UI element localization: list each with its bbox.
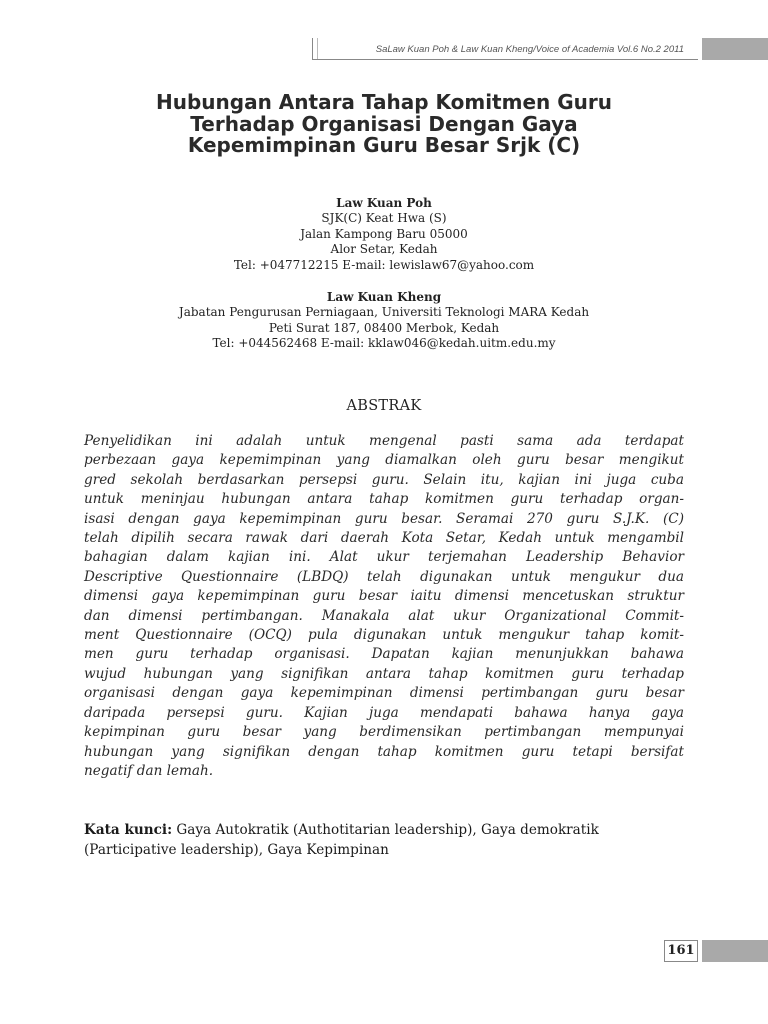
- running-head-tick: [317, 38, 318, 59]
- title-line: Kepemimpinan Guru Besar Srjk (C): [187, 133, 581, 157]
- author-affiliation-line: Peti Surat 187, 08400 Merbok, Kedah: [268, 320, 500, 335]
- article-title: [60, 92, 708, 157]
- page-number: 161: [664, 940, 698, 962]
- abstract-line: isasi dengan gaya kepemimpinan guru besar. Seramai 270 guru S.J.K. (C): [84, 510, 684, 527]
- abstract-line: negatif dan lemah.: [84, 762, 214, 779]
- abstract-line: perbezaan gaya kepemimpinan yang diamalkan oleh guru besar mengikut: [84, 452, 684, 469]
- abstract-line: dimensi gaya kepemimpinan guru besar iaitu dimensi mencetuskan struktur: [84, 588, 684, 605]
- abstract-line: ment Questionnaire (OCQ) pula digunakan untuk mengukur tahap komit-: [84, 627, 684, 644]
- abstract-line: untuk meninjau hubungan antara tahap komitmen guru terhadap organ-: [84, 491, 684, 508]
- author-contact-line: Tel: +047712215 E-mail: lewislaw67@yahoo.com: [233, 257, 535, 272]
- abstract-line: kepimpinan guru besar yang berdimensikan pertimbangan mempunyai: [84, 724, 684, 741]
- author-name: Law Kuan Kheng: [326, 290, 442, 305]
- abstract-line: organisasi dengan gaya kepemimpinan dimensi pertimbangan guru besar: [84, 685, 684, 702]
- abstract-line: Descriptive Questionnaire (LBDQ) telah digunakan untuk mengukur dua: [84, 568, 684, 585]
- running-head-text: SaLaw Kuan Poh & Law Kuan Kheng/Voice of Academia Vol.6 No.2 2011: [375, 44, 684, 55]
- header-gray-bar: [702, 38, 768, 60]
- footer-gray-bar: [702, 940, 768, 962]
- keywords-text: Gaya Autokratik (Authotitarian leadership), Gaya demokratik (Participative leadership), Gaya Kepimpinan: [84, 822, 599, 858]
- abstract-line: Penyelidikan ini adalah untuk mengenal pasti sama ada terdapat: [84, 433, 684, 449]
- abstract-line: bahagian dalam kajian ini. Alat ukur terjemahan Leadership Behavior: [84, 549, 684, 566]
- author-affiliation-line: SJK(C) Keat Hwa (S): [321, 211, 447, 226]
- abstract-line: gred sekolah berdasarkan persepsi guru. Selain itu, kajian ini juga cuba: [84, 471, 684, 488]
- author-affiliation-line: Alor Setar, Kedah: [330, 242, 438, 257]
- author-affiliation-line: Jabatan Pengurusan Perniagaan, Universiti Teknologi MARA Kedah: [178, 305, 590, 320]
- abstract-body: [84, 432, 684, 781]
- abstract-line: dan dimensi pertimbangan. Manakala alat ukur Organizational Commit-: [84, 607, 684, 624]
- author-block: [60, 196, 708, 352]
- author-name: Law Kuan Poh: [336, 196, 432, 210]
- running-head: [312, 38, 698, 60]
- author-contact-line: Tel: +044562468 E-mail: kklaw046@kedah.uitm.edu.my: [212, 336, 556, 351]
- abstract-line: telah dipilih secara rawak dari daerah Kota Setar, Kedah untuk mengambil: [84, 530, 684, 547]
- keywords-label: Kata kunci:: [84, 822, 173, 838]
- title-line: Hubungan Antara Tahap Komitmen Guru: [156, 90, 612, 114]
- author-affiliation-line: Jalan Kampong Baru 05000: [300, 226, 468, 241]
- abstract-line: men guru terhadap organisasi. Dapatan kajian menunjukkan bahawa: [84, 646, 684, 663]
- abstract-line: hubungan yang signifikan dengan tahap komitmen guru tetapi bersifat: [84, 743, 684, 760]
- abstract-line: daripada persepsi guru. Kajian juga mendapati bahawa hanya gaya: [84, 704, 684, 721]
- keywords: [84, 820, 688, 860]
- abstract-line: wujud hubungan yang signifikan antara tahap komitmen guru terhadap: [84, 665, 684, 682]
- title-line: Terhadap Organisasi Dengan Gaya: [190, 111, 578, 136]
- abstract-heading: ABSTRAK: [346, 398, 422, 414]
